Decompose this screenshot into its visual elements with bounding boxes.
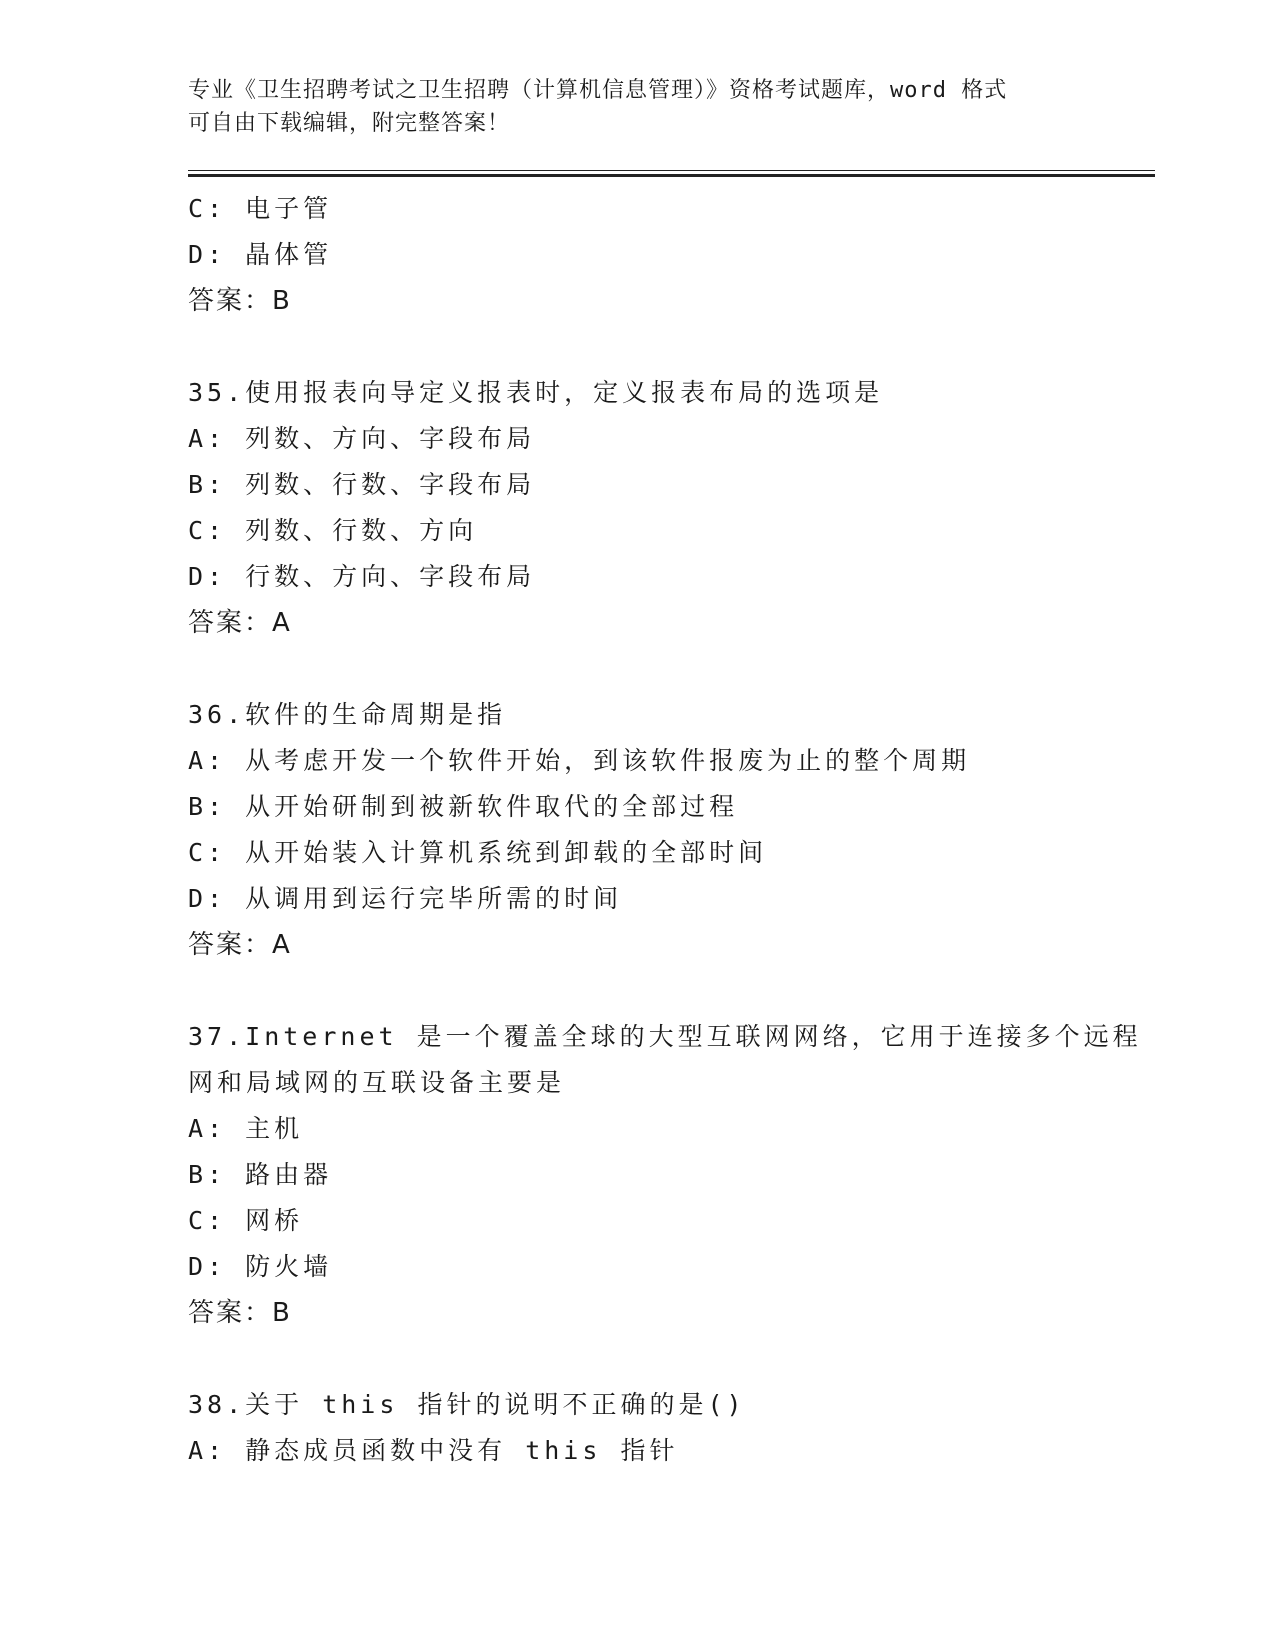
- question-36: [188, 692, 1088, 968]
- option-b: B: 列数、行数、字段布局: [188, 470, 536, 499]
- spacer: [188, 324, 1088, 370]
- answer-label: 答案：A: [188, 608, 292, 638]
- answer-label: 答案：A: [188, 930, 292, 960]
- question-35: [188, 370, 1088, 646]
- spacer: [188, 968, 1088, 1014]
- question-34-continued: [188, 186, 1088, 324]
- question-37: [188, 1014, 1142, 1336]
- header-line-2: 可自由下载编辑，附完整答案！: [188, 111, 511, 136]
- question-stem-line-1: 37.Internet 是一个覆盖全球的大型互联网网络，它用于连接多个远程: [188, 1022, 1142, 1051]
- option-a: A: 主机: [188, 1114, 304, 1143]
- question-stem: 35.使用报表向导定义报表时，定义报表布局的选项是: [188, 378, 884, 407]
- spacer: [188, 1336, 1088, 1382]
- option-d: D: 晶体管: [188, 240, 333, 269]
- question-stem: 36.软件的生命周期是指: [188, 700, 507, 729]
- question-list: [188, 186, 1142, 1474]
- answer-label: 答案：B: [188, 1298, 292, 1328]
- option-a: A: 从考虑开发一个软件开始，到该软件报废为止的整个周期: [188, 746, 971, 775]
- question-38: [188, 1382, 1088, 1474]
- document-header: [188, 74, 1068, 140]
- header-divider-thick: [188, 174, 1155, 177]
- option-a: A: 列数、方向、字段布局: [188, 424, 536, 453]
- option-c: C: 电子管: [188, 194, 333, 223]
- header-divider-thin: [188, 170, 1155, 171]
- option-d: D: 防火墙: [188, 1252, 333, 1281]
- spacer: [188, 646, 1088, 692]
- option-b: B: 从开始研制到被新软件取代的全部过程: [188, 792, 739, 821]
- answer-label: 答案：B: [188, 286, 292, 316]
- question-stem: 38.关于 this 指针的说明不正确的是(): [188, 1390, 746, 1419]
- header-line-1: 专业《卫生招聘考试之卫生招聘（计算机信息管理）》资格考试题库，word 格式: [188, 78, 1008, 103]
- option-c: C: 从开始装入计算机系统到卸载的全部时间: [188, 838, 768, 867]
- option-d: D: 从调用到运行完毕所需的时间: [188, 884, 623, 913]
- question-stem-line-2: 网和局域网的互联设备主要是: [188, 1068, 566, 1097]
- option-b: B: 路由器: [188, 1160, 333, 1189]
- option-c: C: 网桥: [188, 1206, 304, 1235]
- option-d: D: 行数、方向、字段布局: [188, 562, 536, 591]
- option-c: C: 列数、行数、方向: [188, 516, 478, 545]
- option-a: A: 静态成员函数中没有 this 指针: [188, 1436, 679, 1465]
